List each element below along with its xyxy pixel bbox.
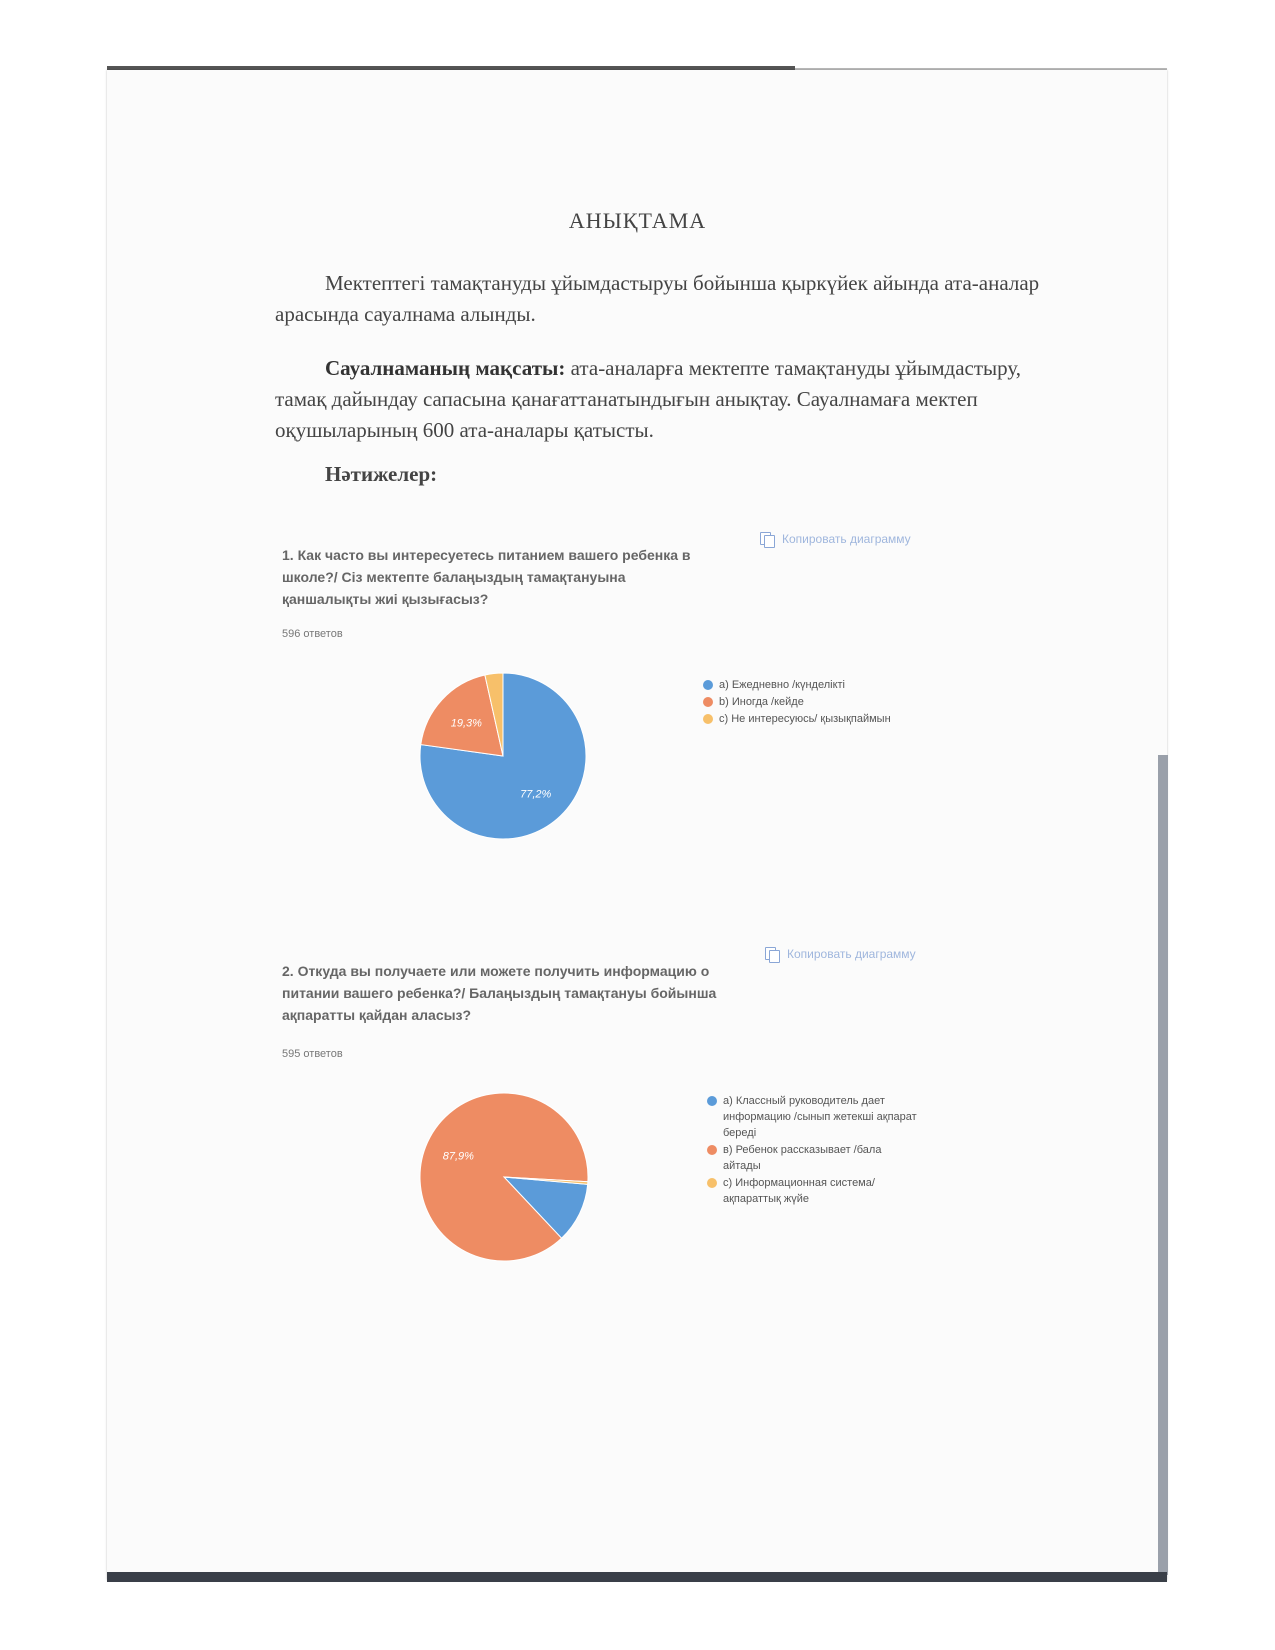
legend-dot-icon <box>703 714 713 724</box>
pie-value-label: 19,3% <box>450 717 482 730</box>
chart2-question: 2. Откуда вы получаете или можете получить информацию о питании вашего ребенка?/ Балаңыздың тамақтануы бойынша ақпаратты қайдан аласыз? <box>282 963 717 1023</box>
legend-dot-icon <box>707 1145 717 1155</box>
results-heading: Нәтижелер: <box>325 462 438 486</box>
legend-item <box>703 694 913 710</box>
legend-item <box>703 677 913 693</box>
paper-edge-bottom <box>107 1572 1167 1582</box>
chart1-question: 1. Как часто вы интересуетесь питанием вашего ребенка в школе?/ Сіз мектепте балаңыздың тамақтануына қаншалықты жиі қызығасыз? <box>282 547 691 607</box>
legend-dot-icon <box>703 697 713 707</box>
legend-label: b) Иногда /кейде <box>719 696 804 708</box>
intro-paragraph: Мектептегі тамақтануды ұйымдастыруы бойынша қыркүйек айында ата-аналар арасында сауалнама алынды. <box>275 271 1040 326</box>
copy-icon <box>760 532 774 546</box>
document-title: АНЫҚТАМА <box>568 208 707 233</box>
chart2-copy-label: Копировать диаграмму <box>787 947 916 961</box>
copy-icon <box>765 947 779 961</box>
background-strip <box>1158 755 1168 1575</box>
chart2-legend <box>707 1093 917 1208</box>
chart2-response-count: 595 ответов <box>282 1048 343 1060</box>
legend-label: в) Ребенок рассказывает /бала айтады <box>723 1144 882 1172</box>
legend-dot-icon <box>707 1096 717 1106</box>
goal-label: Сауалнаманың мақсаты: <box>325 356 566 380</box>
chart1-pie <box>418 671 588 841</box>
chart1-copy-button[interactable] <box>760 532 911 546</box>
legend-label: а) Классный руководитель дает информацию /сынып жетекші ақпарат береді <box>723 1095 917 1139</box>
legend-label: с) Не интересуюсь/ қызықпаймын <box>719 713 891 725</box>
legend-item <box>707 1093 917 1141</box>
pie-value-label: 77,2% <box>520 788 552 801</box>
legend-label: а) Ежедневно /күнделікті <box>719 679 846 691</box>
chart2-copy-button[interactable] <box>765 947 916 961</box>
chart1-legend <box>703 677 913 728</box>
pie-value-label: 87,9% <box>442 1150 474 1163</box>
legend-dot-icon <box>707 1178 717 1188</box>
goal-text: ата-аналарға мектепте тамақтануды ұйымдастыру, тамақ дайындау сапасына қанағаттанатындығын анықтау. Сауалнамаға мектеп оқушыларының 600 ата-аналары қатысты. <box>275 356 1022 442</box>
chart2-pie <box>418 1091 590 1263</box>
chart1-response-count: 596 ответов <box>282 628 343 640</box>
legend-label: с) Информационная система/ ақпараттық жүйе <box>723 1177 875 1205</box>
chart1-copy-label: Копировать диаграмму <box>782 532 911 546</box>
legend-item <box>707 1142 917 1174</box>
legend-item <box>703 711 913 727</box>
goal-paragraph <box>275 353 1065 446</box>
legend-item <box>707 1175 917 1207</box>
legend-dot-icon <box>703 680 713 690</box>
